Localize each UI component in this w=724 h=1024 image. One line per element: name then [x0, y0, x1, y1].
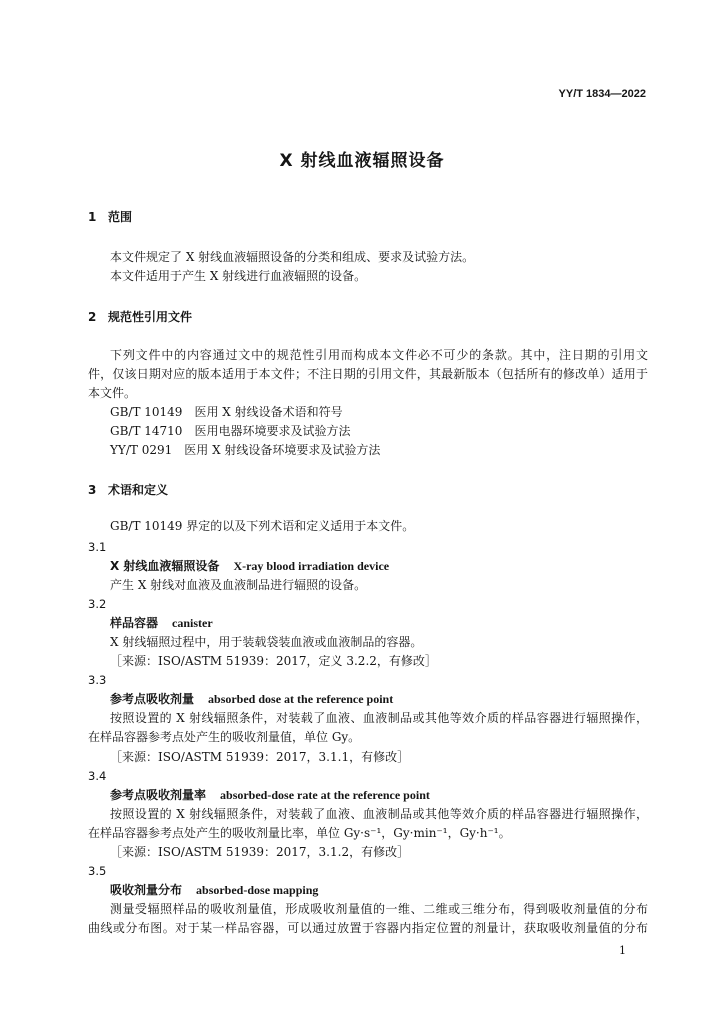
- reference-item: [88, 403, 648, 422]
- term-english: absorbed-dose rate at the reference point: [220, 787, 430, 802]
- terms-list: [88, 538, 648, 939]
- term-chinese: X 射线血液辐照设备: [110, 558, 220, 573]
- section-3-intro: GB/T 10149 界定的以及下列术语和定义适用于本文件。: [110, 518, 415, 533]
- term-chinese: 样品容器: [110, 615, 159, 630]
- term-source: ［来源：ISO/ASTM 51939：2017，3.1.1，有修改］: [110, 749, 410, 764]
- term-chinese: 吸收剂量分布: [110, 883, 183, 898]
- document-body: [88, 208, 648, 939]
- paragraph-line: 本文件规定了 X 射线血液辐照设备的分类和组成、要求及试验方法。: [110, 249, 475, 264]
- reference-title: 医用电器环境要求及试验方法: [194, 423, 351, 438]
- reference-item: [88, 441, 648, 460]
- term-english: canister: [172, 615, 213, 630]
- term-number: 3.1: [88, 539, 107, 554]
- page-number: 1: [619, 944, 626, 957]
- reference-code: YY/T 0291: [110, 442, 173, 457]
- paragraph-line: 本文件适用于产生 X 射线进行血液辐照的设备。: [110, 268, 367, 283]
- reference-code: GB/T 10149: [110, 404, 183, 419]
- term-number: 3.2: [88, 596, 107, 611]
- term-chinese: 参考点吸收剂量率: [110, 787, 207, 802]
- term-definition-line: 在样品容器参考点处产生的吸收剂量值，单位 Gy。: [88, 730, 361, 745]
- term-definition-line: 在样品容器参考点处产生的吸收剂量比率，单位 Gy·s⁻¹，Gy·min⁻¹，Gy·h⁻¹。: [88, 825, 511, 840]
- term-heading: [88, 881, 648, 900]
- term-definition-line: X 射线辐照过程中，用于装载袋装血液或血液制品的容器。: [110, 634, 423, 649]
- section-title: 范围: [108, 209, 133, 224]
- section-3-heading: [88, 481, 648, 500]
- section-number: 1: [88, 209, 97, 224]
- term-heading: [88, 614, 648, 633]
- reference-code: GB/T 14710: [110, 423, 183, 438]
- term-source: ［来源：ISO/ASTM 51939：2017，定义 3.2.2，有修改］: [110, 654, 437, 669]
- section-2-content: [88, 346, 648, 460]
- section-title: 术语和定义: [108, 482, 169, 497]
- term-heading: [88, 786, 648, 805]
- reference-item: [88, 422, 648, 441]
- section-1-heading: [88, 208, 648, 227]
- section-title: 规范性引用文件: [108, 309, 193, 324]
- term-heading: [88, 557, 648, 576]
- document-title: X 射线血液辐照设备: [279, 151, 445, 171]
- term-chinese: 参考点吸收剂量: [110, 692, 195, 707]
- paragraph-line: 件，仅该日期对应的版本适用于本文件；不注日期的引用文件，其最新版本（包括所有的修改单）适用于: [88, 366, 648, 381]
- term-number: 3.4: [88, 768, 107, 783]
- section-number: 3: [88, 482, 97, 497]
- standard-code-header: YY/T 1834—2022: [558, 88, 646, 100]
- term-number: 3.3: [88, 673, 107, 688]
- term-definition-line: 曲线或分布图。对于某一样品容器，可以通过放置于容器内指定位置的剂量计，获取吸收剂量值的分布: [88, 921, 648, 936]
- paragraph-line: 下列文件中的内容通过文中的规范性引用而构成本文件必不可少的条款。其中，注日期的引用文: [110, 347, 648, 362]
- section-number: 2: [88, 309, 97, 324]
- section-1-content: [88, 248, 648, 286]
- term-source: ［来源：ISO/ASTM 51939：2017，3.1.2，有修改］: [110, 845, 410, 859]
- section-2-heading: [88, 308, 648, 327]
- term-english: absorbed dose at the reference point: [208, 692, 394, 707]
- paragraph-line: 本文件。: [88, 385, 137, 400]
- term-definition-line: 测量受辐照样品的吸收剂量值，形成吸收剂量值的一维、二维或三维分布，得到吸收剂量值的分布: [110, 902, 648, 917]
- term-definition-line: 产生 X 射线对血液及血液制品进行辐照的设备。: [110, 577, 367, 592]
- term-number: 3.5: [88, 864, 107, 879]
- reference-title: 医用 X 射线设备术语和符号: [194, 404, 343, 419]
- term-heading: [88, 690, 648, 709]
- term-english: absorbed-dose mapping: [196, 883, 319, 898]
- term-definition-line: 按照设置的 X 射线辐照条件，对装载了血液、血液制品或其他等效介质的样品容器进行辐照操作，: [110, 806, 648, 821]
- reference-title: 医用 X 射线设备环境要求及试验方法: [184, 442, 381, 457]
- term-definition-line: 按照设置的 X 射线辐照条件，对装载了血液、血液制品或其他等效介质的样品容器进行辐照操作，: [110, 711, 648, 726]
- term-english: X-ray blood irradiation device: [233, 558, 390, 573]
